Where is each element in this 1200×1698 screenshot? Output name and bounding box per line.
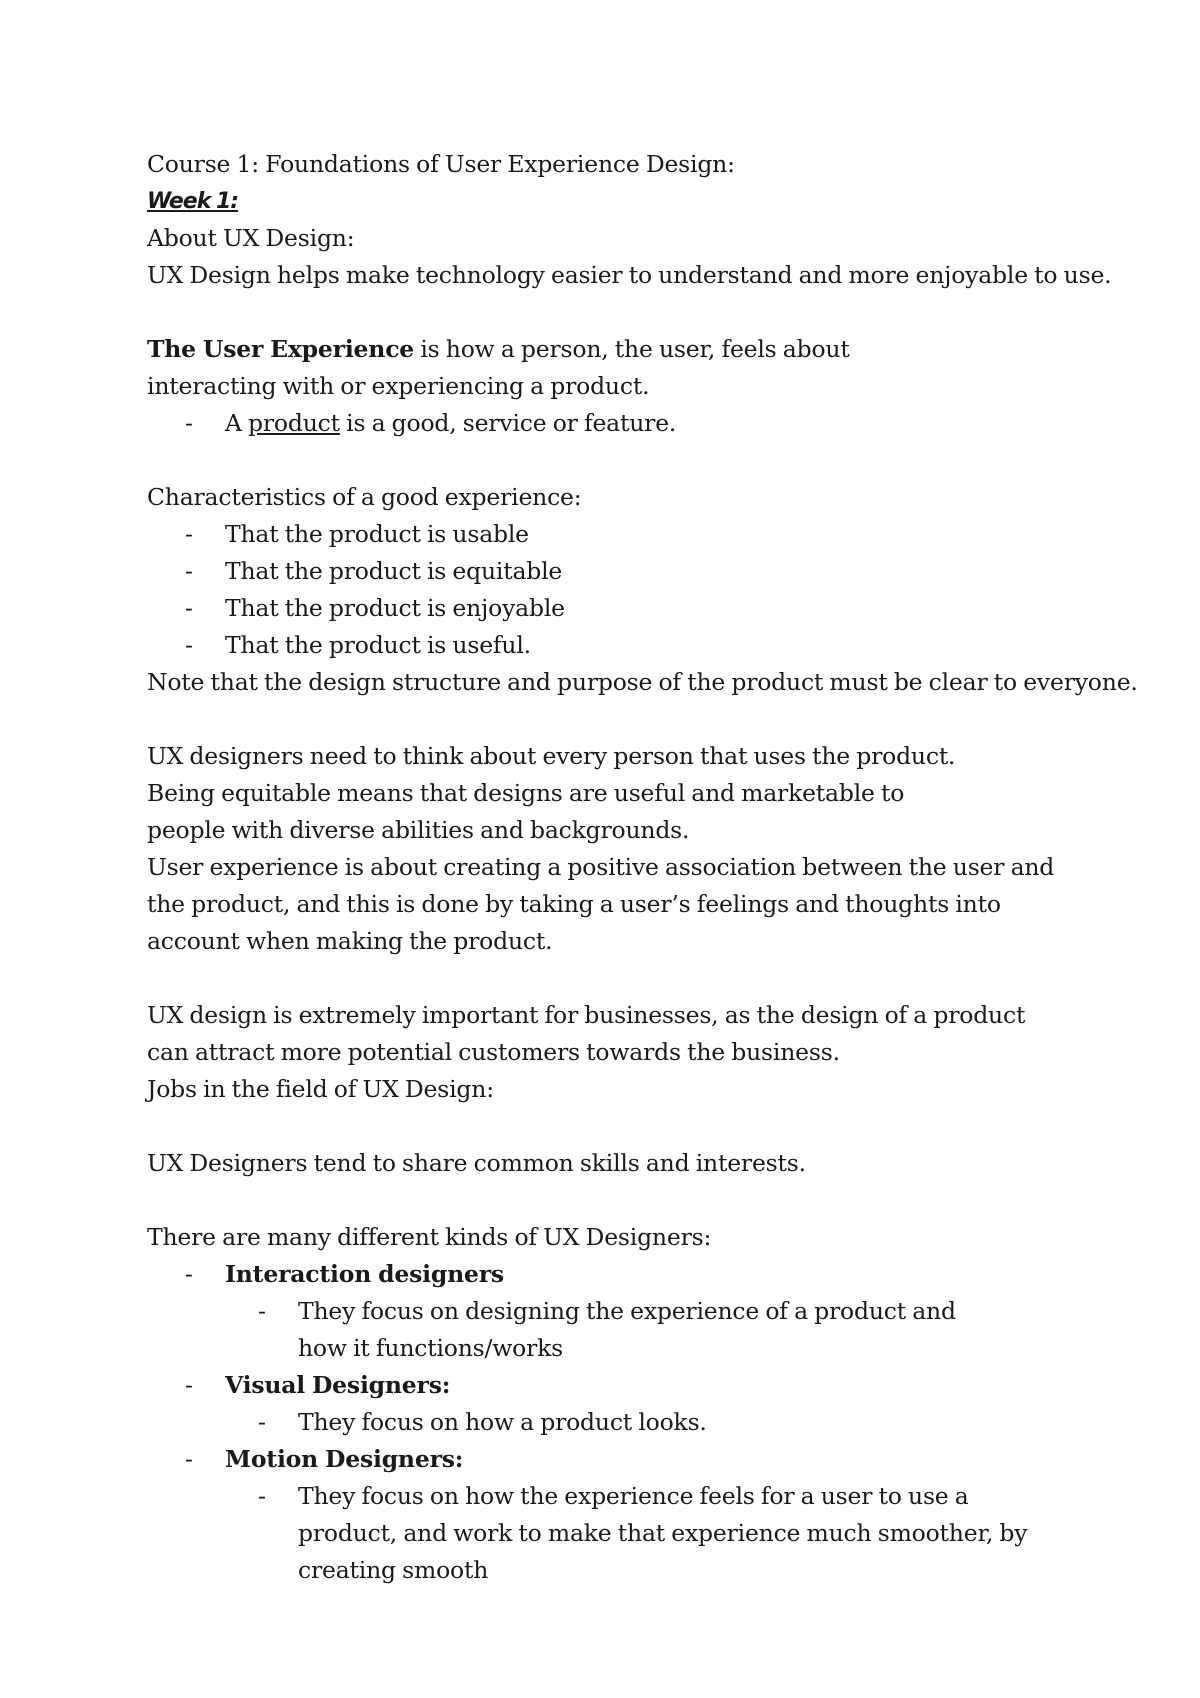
spacer	[147, 294, 1067, 331]
jobs-heading: Jobs in the field of UX Design:	[147, 1075, 494, 1103]
design-note: Note that the design structure and purpose of the product must be clear to everyone.	[147, 668, 1138, 696]
dash-marker: -	[258, 1297, 266, 1325]
dash-marker: -	[185, 594, 193, 622]
kinds-heading: There are many different kinds of UX Designers:	[147, 1223, 712, 1251]
ux-definition	[147, 331, 947, 405]
dash-marker: -	[185, 631, 193, 659]
dash-marker: -	[258, 1482, 266, 1510]
week-heading: Week 1:	[147, 189, 239, 214]
list-item	[147, 627, 1067, 664]
ux-definition-text: is how a person, the user, feels about interacting with or experiencing a product.	[147, 335, 850, 400]
list-item	[147, 516, 1067, 553]
product-term: product	[248, 409, 340, 437]
ux-definition-term: The User Experience	[147, 335, 415, 363]
dash-marker: -	[185, 1445, 193, 1473]
document-page	[147, 146, 1138, 1589]
designer-type-name: Visual Designers:	[225, 1371, 451, 1399]
spacer	[147, 960, 1067, 997]
dash-marker: -	[185, 1371, 193, 1399]
product-definition-item	[147, 405, 1067, 442]
product-definition-text: A product is a good, service or feature.	[225, 409, 677, 437]
designer-type-desc: They focus on how a product looks.	[298, 1408, 707, 1436]
about-heading: About UX Design:	[147, 224, 355, 252]
designer-type-name: Interaction designers	[225, 1260, 504, 1288]
dash-marker: -	[258, 1408, 266, 1436]
designer-type-desc: They focus on designing the experience of a product and how it functions/works	[298, 1297, 956, 1362]
about-text: UX Design helps make technology easier to understand and more enjoyable to use.	[147, 261, 1112, 289]
course-title: Course 1: Foundations of User Experience Design:	[147, 150, 735, 178]
spacer	[147, 442, 1067, 479]
business-paragraph: UX design is extremely important for businesses, as the design of a product can attract more potential customers towards the business.	[147, 1001, 1026, 1066]
association-paragraph: User experience is about creating a positive association between the user and the product, and this is done by taking a user’s feelings and thoughts into account when making the product.	[147, 853, 1055, 955]
list-item-text: That the product is useful.	[225, 631, 531, 659]
designer-type-desc: They focus on how the experience feels for a user to use a product, and work to make that experience much smoother, by creating smooth	[298, 1482, 1028, 1584]
designer-type-item	[147, 1256, 1067, 1293]
list-item	[147, 553, 1067, 590]
designer-type-item	[147, 1441, 1067, 1478]
dash-marker: -	[185, 557, 193, 585]
spacer	[147, 1182, 1067, 1219]
skills-text: UX Designers tend to share common skills and interests.	[147, 1149, 806, 1177]
spacer	[147, 1108, 1067, 1145]
designer-type-desc-item	[147, 1404, 1067, 1441]
list-item-text: That the product is equitable	[225, 557, 563, 585]
designer-type-desc-item	[147, 1293, 1067, 1367]
designer-type-item	[147, 1367, 1067, 1404]
equitable-paragraph: UX designers need to think about every person that uses the product. Being equitable means that designs are useful and marketable to people with diverse abilities and backgrounds.	[147, 742, 956, 844]
list-item	[147, 590, 1067, 627]
dash-marker: -	[185, 520, 193, 548]
designer-type-name: Motion Designers:	[225, 1445, 464, 1473]
dash-marker: -	[185, 1260, 193, 1288]
designer-type-desc-item	[147, 1478, 1067, 1589]
characteristics-heading: Characteristics of a good experience:	[147, 483, 582, 511]
list-item-text: That the product is usable	[225, 520, 529, 548]
list-item-text: That the product is enjoyable	[225, 594, 565, 622]
spacer	[147, 701, 1067, 738]
dash-marker: -	[185, 409, 193, 437]
